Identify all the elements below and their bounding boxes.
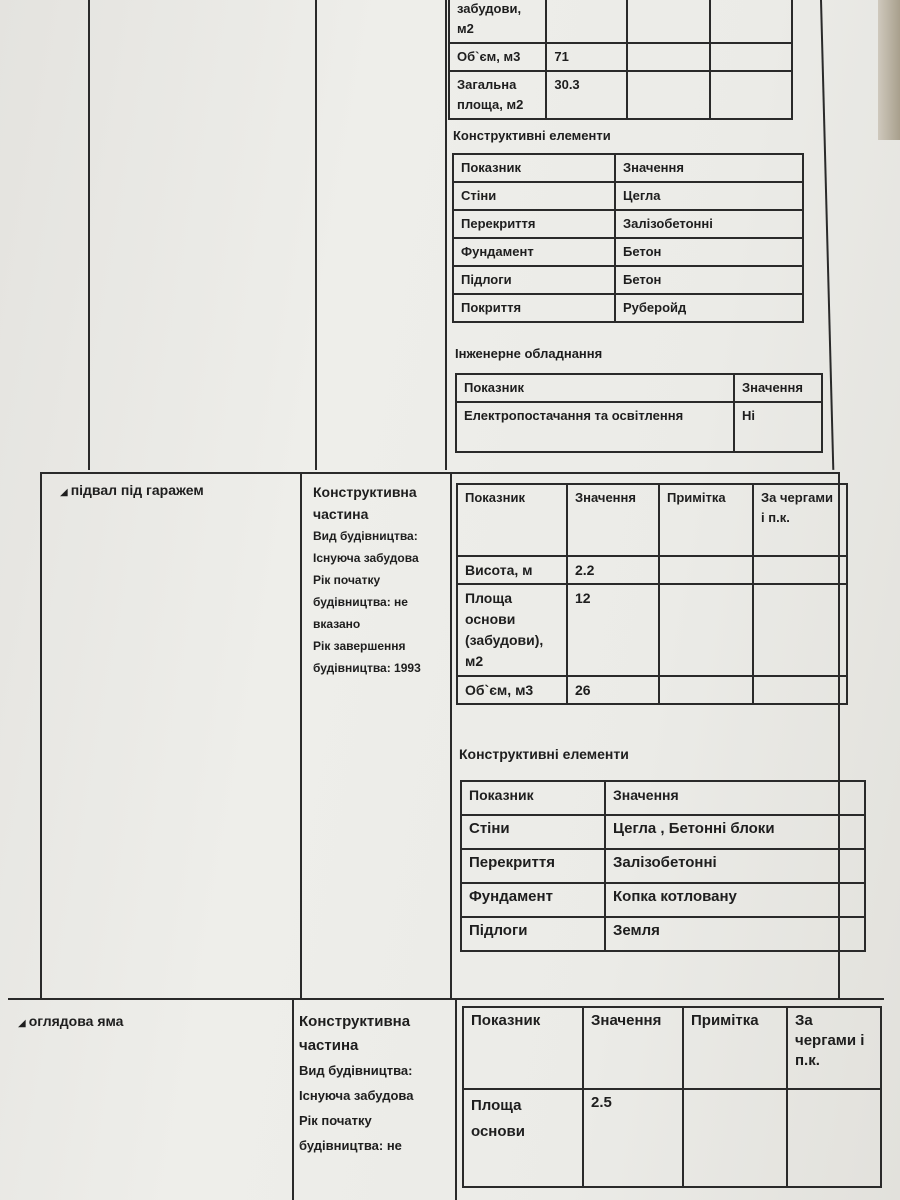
table-row — [456, 402, 822, 452]
table-cell: 2.5 — [583, 1089, 683, 1187]
table-cell: Площа основи (забудови), м2 — [457, 584, 567, 676]
table-cell: Бетон — [615, 266, 803, 294]
constructive-elements-table — [452, 153, 804, 323]
column-header: Показник — [457, 484, 567, 556]
table-header-row — [461, 781, 865, 815]
table-cell: Фундамент — [461, 883, 605, 917]
detail-column-border-3 — [455, 998, 457, 1200]
description-line: Існуюча забудова — [313, 551, 419, 565]
table-cell — [753, 676, 847, 704]
column-header: Значення — [615, 154, 803, 182]
table-cell — [753, 556, 847, 584]
table-row — [463, 1089, 881, 1187]
object-name-text: оглядова яма — [28, 1013, 124, 1029]
table-cell: Бетон — [615, 238, 803, 266]
table-cell: Залізобетонні — [605, 849, 865, 883]
table-row — [457, 584, 847, 676]
table-cell — [753, 584, 847, 676]
table-cell: Перекриття — [453, 210, 615, 238]
object-name-basement — [60, 482, 204, 498]
property-column-border-2 — [300, 472, 302, 1000]
column-header: Показник — [453, 154, 615, 182]
description-line: будівництва: 1993 — [313, 661, 421, 675]
table-row — [457, 676, 847, 704]
row-divider-1 — [40, 472, 840, 474]
table-row — [449, 43, 792, 71]
property-column-border-3 — [292, 998, 294, 1200]
table-cell: Стіни — [461, 815, 605, 849]
table-cell: Перекриття — [461, 849, 605, 883]
table-cell: Стіни — [453, 182, 615, 210]
table-row — [457, 556, 847, 584]
detail-column-border — [445, 0, 447, 470]
table-row — [461, 849, 865, 883]
table-row — [453, 294, 803, 322]
description-heading: Конструктивна частина — [313, 484, 417, 522]
table-cell — [659, 584, 753, 676]
column-header: Значення — [734, 374, 822, 402]
column-header: Значення — [583, 1007, 683, 1089]
table-row — [449, 0, 792, 43]
expand-triangle-icon[interactable]: ◢ — [18, 1018, 26, 1029]
table-cell — [659, 676, 753, 704]
table-cell — [710, 71, 792, 119]
basement-main-table — [456, 483, 848, 705]
object-description-inspection-pit — [299, 1010, 449, 1158]
table-cell: Руберойд — [615, 294, 803, 322]
cell-value: 71 — [554, 49, 569, 64]
table-cell — [710, 43, 792, 71]
table-cell — [627, 0, 711, 43]
column-header: Примітка — [659, 484, 753, 556]
table-header-row — [456, 374, 822, 402]
constructive-elements-title: Конструктивні елементи — [459, 746, 629, 762]
property-column-border — [315, 0, 317, 470]
cell-value: 30.3 — [554, 77, 580, 92]
expand-triangle-icon[interactable]: ◢ — [60, 487, 68, 498]
table-cell — [546, 71, 627, 119]
page-edge — [878, 0, 900, 140]
table-cell — [710, 0, 792, 43]
left-column-border-2 — [40, 472, 42, 1000]
object-description-basement — [313, 481, 443, 679]
description-line: вказано — [313, 617, 361, 631]
description-line: Рік початку — [313, 573, 381, 587]
table-cell: Ні — [734, 402, 822, 452]
table-cell — [449, 43, 546, 71]
object-name-inspection-pit — [18, 1013, 123, 1029]
column-header: За чергами і п.к. — [753, 484, 847, 556]
table-cell — [546, 0, 627, 43]
table-cell — [627, 71, 711, 119]
table-cell: Підлоги — [453, 266, 615, 294]
table-cell: Висота, м — [457, 556, 567, 584]
table-cell — [449, 71, 546, 119]
row-divider-2 — [8, 998, 884, 1000]
column-header: За чергами і п.к. — [787, 1007, 881, 1089]
table-row — [453, 210, 803, 238]
table-cell — [683, 1089, 787, 1187]
table-cell — [449, 0, 546, 43]
description-line: Рік завершення — [313, 639, 406, 653]
table-row — [461, 815, 865, 849]
cell-label: Загальна площа, м2 — [457, 77, 524, 112]
engineering-equipment-table — [455, 373, 823, 453]
table-row — [453, 238, 803, 266]
description-line: Рік початку — [299, 1113, 372, 1128]
table-cell: 26 — [567, 676, 659, 704]
table-cell: Об`єм, м3 — [457, 676, 567, 704]
column-header: Показник — [456, 374, 734, 402]
description-heading: Конструктивна частина — [299, 1013, 411, 1054]
table-cell: Підлоги — [461, 917, 605, 951]
description-line: Вид будівництва: — [299, 1063, 413, 1078]
table-cell: Покриття — [453, 294, 615, 322]
left-column-border — [88, 0, 90, 470]
table-row — [461, 883, 865, 917]
table-cell: Земля — [605, 917, 865, 951]
table-row — [453, 266, 803, 294]
table-cell: Цегла — [615, 182, 803, 210]
table-header-row — [463, 1007, 881, 1089]
table-header-row — [453, 154, 803, 182]
table-cell — [659, 556, 753, 584]
table-cell: Копка котловану — [605, 883, 865, 917]
top-fragment-table — [448, 0, 793, 120]
table-cell: Фундамент — [453, 238, 615, 266]
column-header: Примітка — [683, 1007, 787, 1089]
column-header: Показник — [463, 1007, 583, 1089]
description-line: Вид будівництва: — [313, 529, 418, 543]
table-cell: Електропостачання та освітлення — [456, 402, 734, 452]
table-cell: 2.2 — [567, 556, 659, 584]
cell-label: Об`єм, м3 — [457, 49, 521, 64]
table-cell — [787, 1089, 881, 1187]
table-header-row — [457, 484, 847, 556]
table-row — [449, 71, 792, 119]
object-name-text: підвал під гаражем — [70, 482, 204, 498]
table-cell — [627, 43, 711, 71]
table-cell: Цегла , Бетонні блоки — [605, 815, 865, 849]
column-header: Значення — [567, 484, 659, 556]
inspection-pit-main-table — [462, 1006, 882, 1188]
constructive-elements-title: Конструктивні елементи — [453, 128, 611, 143]
engineering-equipment-title: Інженерне обладнання — [455, 346, 603, 361]
table-cell: 12 — [567, 584, 659, 676]
table-row — [461, 917, 865, 951]
table-cell — [546, 43, 627, 71]
description-line: будівництва: не — [299, 1138, 402, 1153]
description-line: Існуюча забудова — [299, 1088, 414, 1103]
basement-constructive-table — [460, 780, 866, 952]
description-line: будівництва: не — [313, 595, 408, 609]
cell-label: забудови, м2 — [457, 1, 522, 36]
table-cell: Площа основи — [463, 1089, 583, 1187]
column-header: Показник — [461, 781, 605, 815]
table-row — [453, 182, 803, 210]
detail-column-border-2 — [450, 472, 452, 1000]
table-cell: Залізобетонні — [615, 210, 803, 238]
column-header: Значення — [605, 781, 865, 815]
